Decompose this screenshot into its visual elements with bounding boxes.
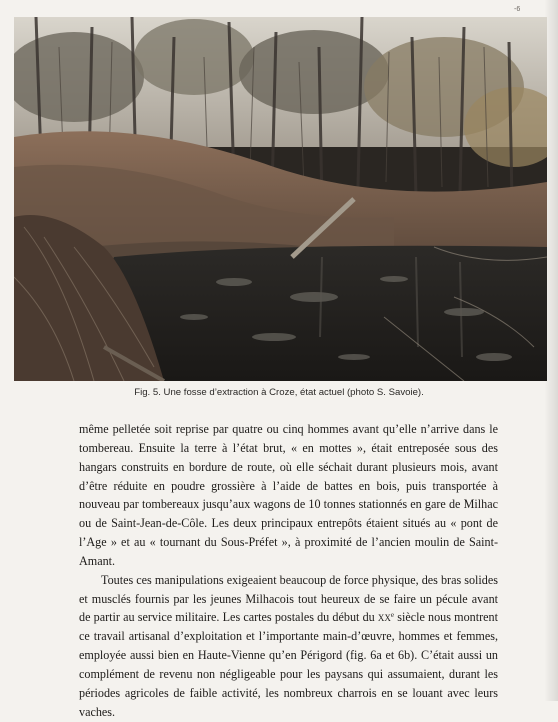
text-line: négligeable pour les paysans qui assumaient, durant les périodes agricoles de [79, 666, 498, 700]
text-line: qu’en Périgord (fig. 6a et 6b). C’était aussi un complément de revenu non [79, 648, 498, 681]
text-line: dans le tombereau. Ensuite la terre à l’état brut, « en mottes », était entreposée [79, 422, 498, 455]
figure-caption: Fig. 5. Une fosse d’extraction à Croze, état actuel (photo S. Savoie). [134, 387, 424, 398]
text-line: sous des hangars construits en bordure de route, où elle séchait durant plusieurs [79, 440, 498, 474]
century-numeral: xx [377, 610, 391, 625]
figure-photo [14, 17, 547, 381]
text-line: siècle nous montrent ce travail artisanal d’exploitation et l’importante [79, 610, 498, 644]
text-line: puis transportée à nouveau par tombereaux jusqu’aux wagons de 10 tonnes [79, 478, 498, 512]
text-line: main-d’œuvre, hommes et femmes, employée aussi bien en Haute-Vienne [79, 629, 499, 663]
text-line: même pelletée soit reprise par quatre ou cinq hommes avant qu’elle n’arrive [79, 422, 460, 436]
century-superscript: e [390, 611, 395, 620]
text-line: bras solides et musclés fournis par les jeunes Milhacois tout heureux de se [79, 572, 498, 606]
text-line: mois, avant d’être réduite en poudre grossière à l’aide de battes en bois, [79, 459, 498, 493]
text-line: faire un pécule avant de partir au service militaire. Les cartes postales du début [79, 591, 499, 625]
paragraph-2 [79, 571, 498, 722]
text-line: faible activité, les nombreux charrois en se louant avec leurs vaches. [79, 685, 498, 719]
text-line: à proximité de l’ancien moulin de Saint-Amant. [79, 535, 499, 568]
paragraph-1 [79, 420, 498, 571]
body-text [79, 420, 498, 722]
text-line: entrepôts étaient situés au « pont de l’Age » et au « tournant du Sous-Préfet », [79, 516, 498, 550]
page-number: -6 [514, 6, 521, 13]
text-line: Toutes ces manipulations exigeaient beaucoup de force physique, des [101, 572, 438, 587]
text-line: stationnés en gare de Milhac ou de Saint-Jean-de-Côle. Les deux principaux [79, 497, 498, 531]
text-line: du [362, 610, 375, 625]
